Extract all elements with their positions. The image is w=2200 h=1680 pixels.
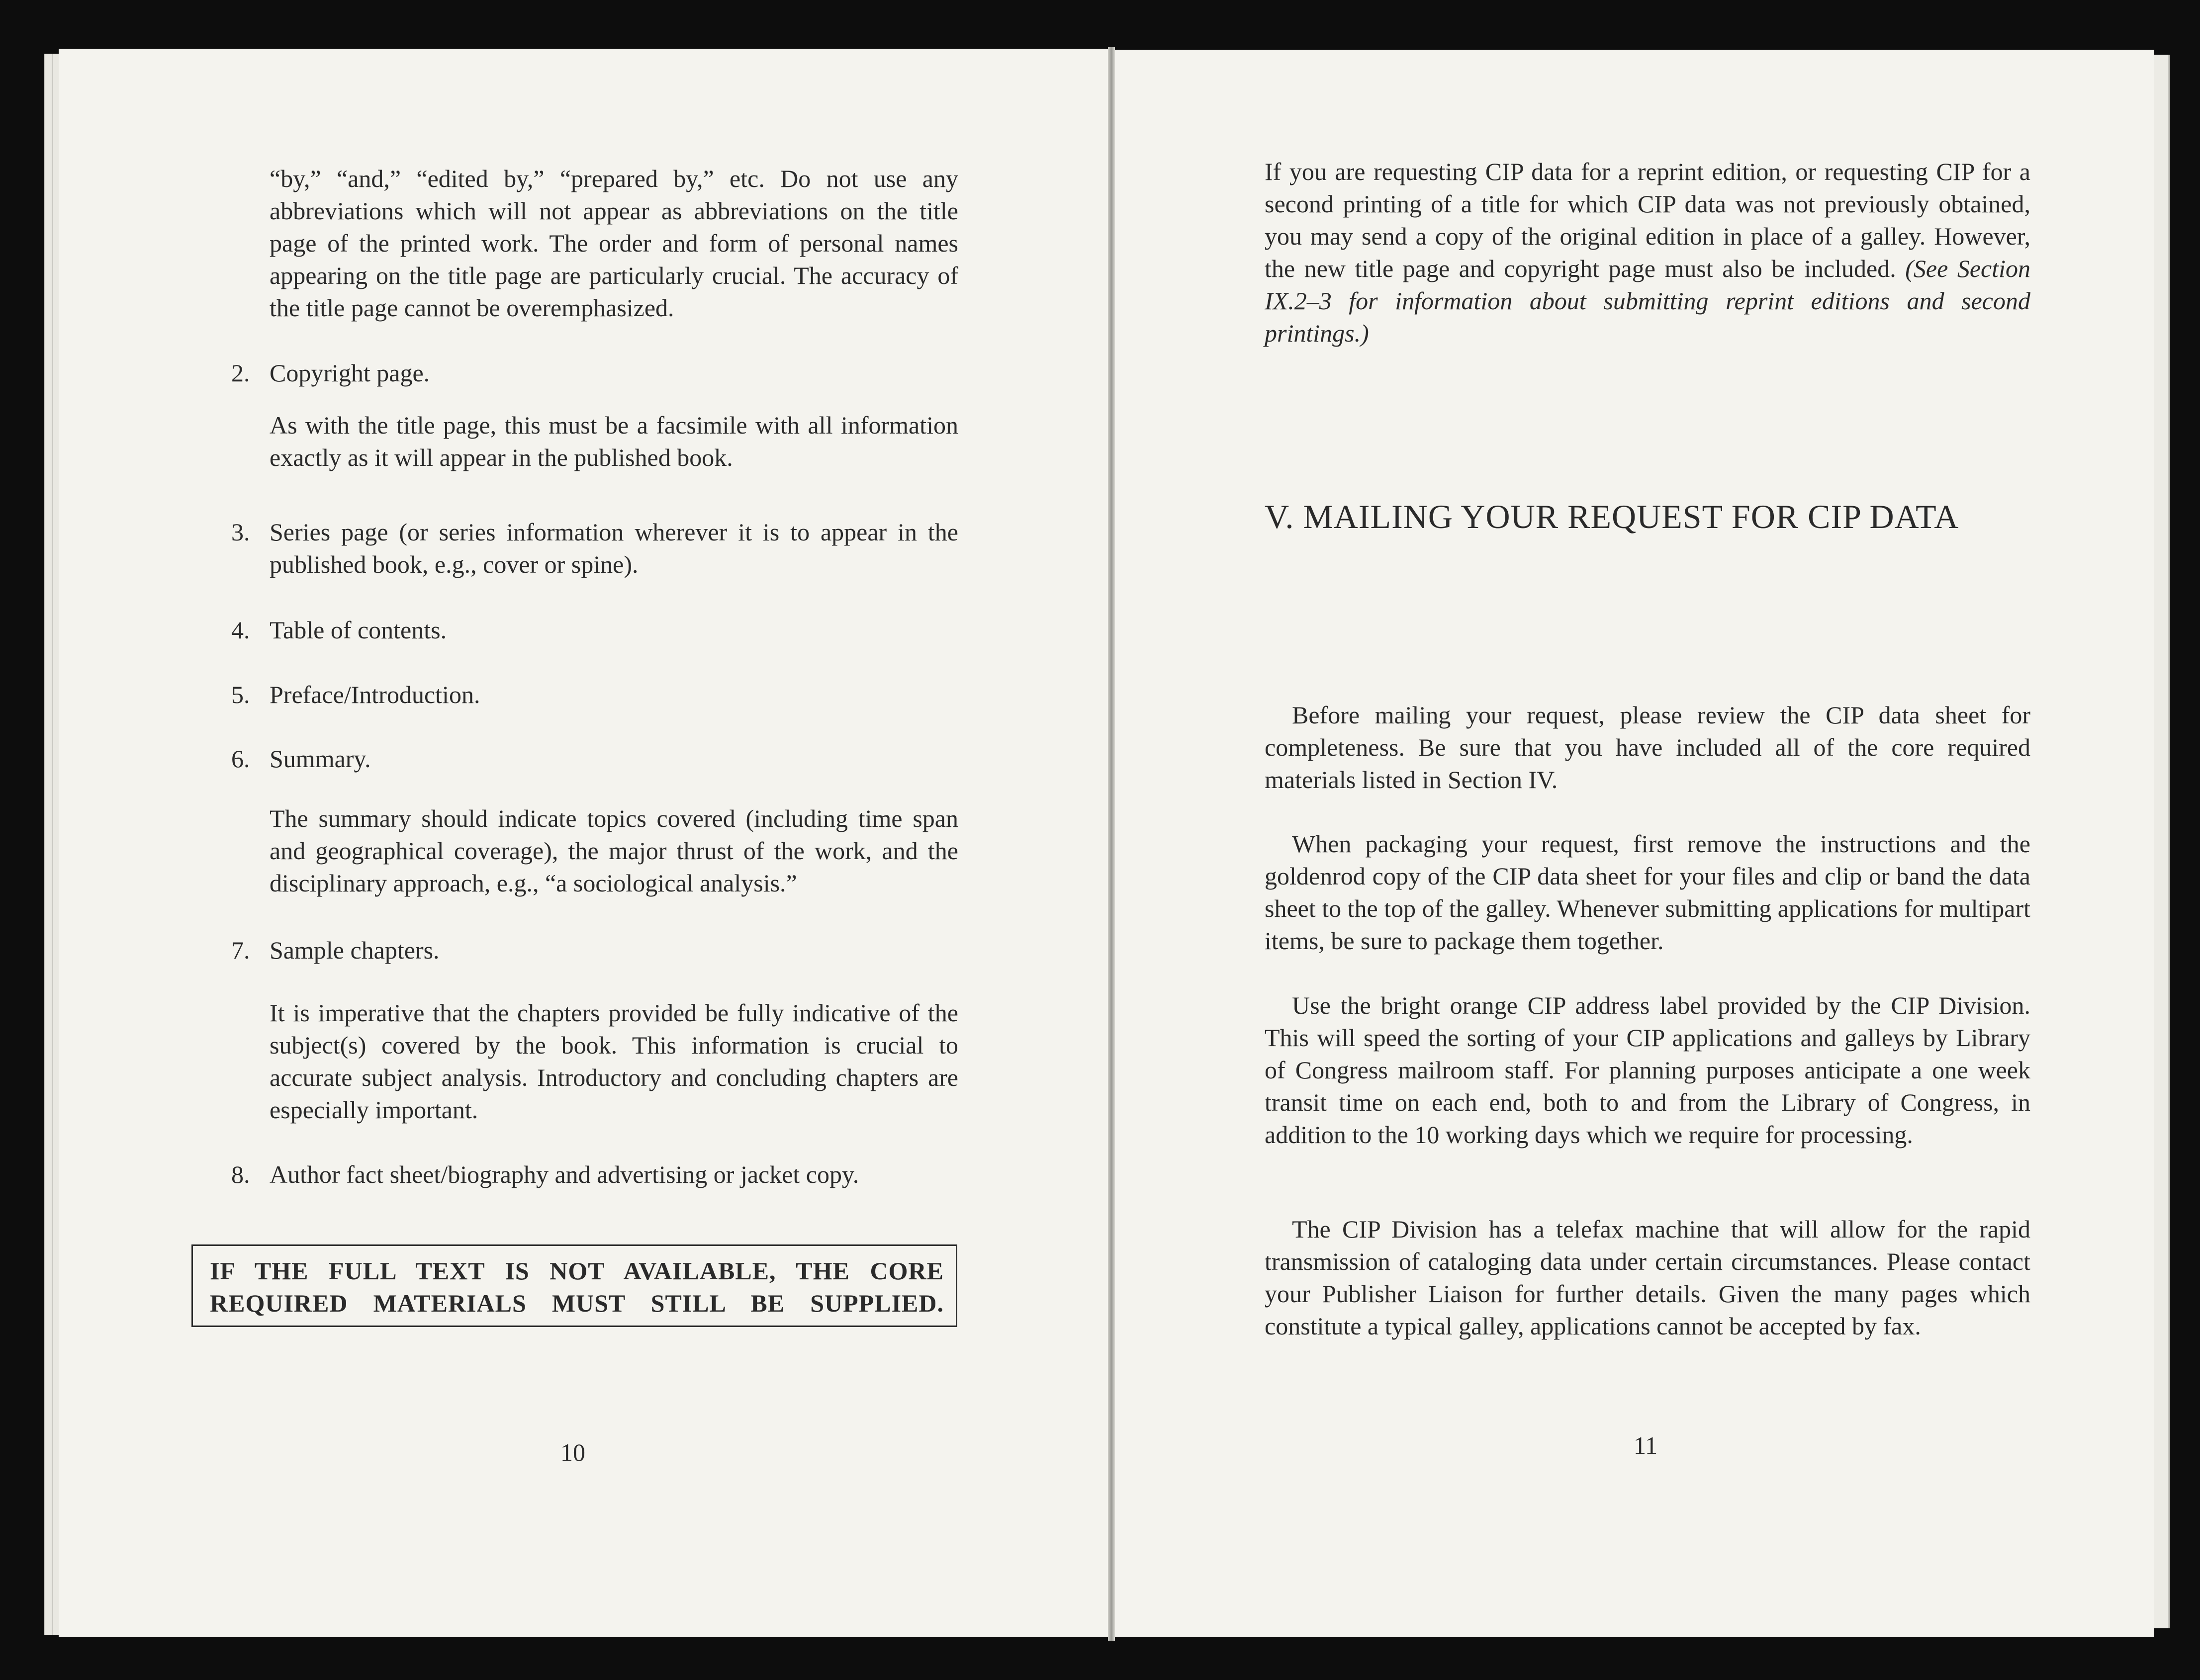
list-item-label: Table of contents. (270, 616, 447, 644)
list-item-label: Preface/Introduction. (270, 681, 480, 708)
list-item-label: Series page (or series information wherever it is to appear in the published book, e.g., cover or spine). (270, 518, 958, 578)
body-paragraph: The CIP Division has a telefax machine that will allow for the rapid transmission of cataloging data under certain circumstances. Please contact your Publisher Liaison for further details. Given the many pages which constitute a typical galley, applications cannot be accepted by fax. (1265, 1215, 2030, 1340)
section-reference: (See Section IX.2–3 for information about submitting reprint editions and second printings.) (1265, 255, 2031, 347)
reprint-text: If you are requesting CIP data for a reprint edition, or requesting CIP for a second printing of a title for which CIP data was not previously obtained, you may send a copy of the original edition in place of a galley. However, the new title page and copyright page must also be included. (1265, 158, 2030, 282)
body-paragraph: Before mailing your request, please review the CIP data sheet for completeness. Be sure that you have included all of the core required materials listed in Section IV. (1265, 701, 2030, 794)
list-item-label: Summary. (270, 745, 371, 773)
list-number: 3. (231, 518, 250, 546)
list-number: 2. (231, 359, 250, 387)
reprint-paragraph (1265, 156, 2030, 350)
page-number-left: 10 (560, 1438, 585, 1466)
list-number: 8. (231, 1160, 250, 1188)
section-heading: V. MAILING YOUR REQUEST FOR CIP DATA (1265, 498, 1959, 535)
list-item-detail: The summary should indicate topics covered (including time span and geographical coverage), the major thrust of the work, and the disciplinary approach, e.g., “a sociological analysis.” (270, 804, 958, 897)
body-paragraph: When packaging your request, first remove the instructions and the goldenrod copy of the CIP data sheet for your files and clip or band the data sheet to the top of the galley. Whenever submitting applications for multipart items, be sure to package them together. (1265, 830, 2030, 955)
book-gutter (1108, 47, 1115, 1641)
continued-paragraph: “by,” “and,” “edited by,” “prepared by,” etc. Do not use any abbreviations which will not appear as abbreviations on the title page of the printed work. The order and form of personal names appearing on the title page are particularly crucial. The accuracy of the title page cannot be overemphasized. (270, 165, 958, 322)
list-number: 5. (231, 681, 250, 708)
body-paragraph: Use the bright orange CIP address label provided by the CIP Division. This will speed the sorting of your CIP applications and galleys by Library of Congress mailroom staff. For planning purposes anticipate a one week transit time on each end, both to and from the Library of Congress, in addition to the 10 working days which we require for processing. (1265, 991, 2030, 1149)
list-item-detail: It is imperative that the chapters provided be fully indicative of the subject(s) covered by the book. This information is crucial to accurate subject analysis. Introductory and concluding chapters are especially important. (270, 999, 958, 1124)
list-number: 7. (231, 936, 250, 964)
list-item-label: Author fact sheet/biography and advertising or jacket copy. (270, 1160, 859, 1188)
list-item-label: Copyright page. (270, 359, 430, 387)
list-item-label: Sample chapters. (270, 936, 440, 964)
list-number: 4. (231, 616, 250, 644)
page-number-right: 11 (1634, 1431, 1658, 1459)
required-materials-notice: IF THE FULL TEXT IS NOT AVAILABLE, THE CORE REQUIRED MATERIALS MUST STILL BE SUPPLIED. (191, 1244, 957, 1327)
list-item-detail: As with the title page, this must be a facsimile with all information exactly as it will appear in the published book. (270, 411, 958, 471)
list-number: 6. (231, 745, 250, 773)
